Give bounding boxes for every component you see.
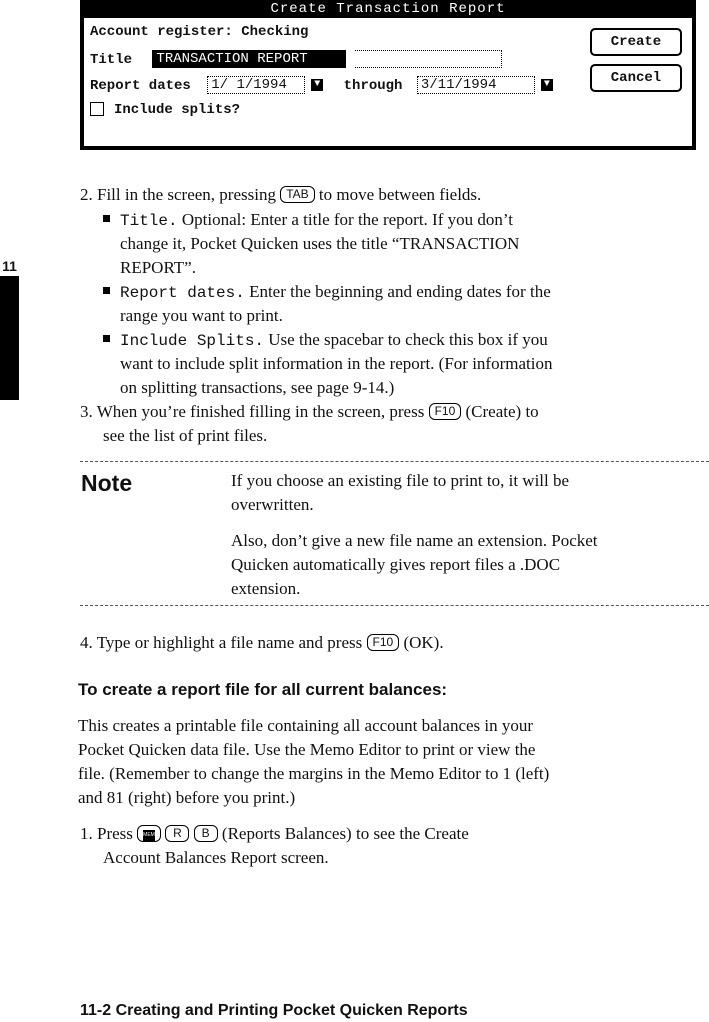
bullet-title-text: Optional: Enter a title for the report. If you don’t [181,210,513,229]
account-register-row [90,24,308,40]
include-splits-row [90,102,240,118]
step-3 [80,400,539,423]
bullet-include-splits-term: Include Splits. [120,332,265,350]
f10-key: F10 [367,634,400,651]
create-button[interactable]: Create [590,28,682,56]
account-register-value: Checking [241,24,309,40]
bullet-title-line1 [103,208,513,233]
step-4 [80,631,444,654]
note-line2: overwritten. [231,495,314,514]
section-para-line2: Pocket Quicken data file. Use the Memo Editor to print or view the [78,740,536,759]
title-label: Title [90,51,133,68]
step-4-number: 4. [80,633,93,652]
through-label: through [343,77,403,94]
step-3-text: When you’re finished filling in the screen, press [96,402,425,421]
bullet-title-line3: REPORT”. [120,258,196,277]
step-2-text-after: to move between fields. [318,185,482,204]
step-2 [80,183,481,206]
step-3-number: 3. [80,402,93,421]
bullet-icon [103,335,110,342]
bullet-include-splits-text: Use the spacebar to check this box if you [268,330,548,349]
bullet-icon [103,287,110,294]
report-dates-label: Report dates [90,77,191,94]
section-step-1-line2: Account Balances Report screen. [103,848,329,867]
note-top-divider [80,461,709,462]
section-step-1 [80,822,469,845]
create-transaction-report-dialog [80,0,696,150]
section-para-line3: file. (Remember to change the margins in the Memo Editor to 1 (left) [78,764,550,783]
step-2-number: 2. [80,185,93,204]
bullet-icon [103,215,110,222]
start-date-calendar-icon[interactable]: ▼ [311,79,323,91]
step-4-text: Type or highlight a file name and press [96,633,363,652]
cancel-button[interactable]: Cancel [590,64,682,92]
title-input-remaining[interactable] [355,50,502,68]
bullet-report-dates-line1 [103,280,551,305]
f10-key: F10 [429,403,462,420]
report-dates-row [90,76,553,94]
note-line1: If you choose an existing file to print to, it will be [231,471,570,490]
note-line5: extension. [231,579,301,598]
note-line3: Also, don’t give a new file name an extension. Pocket [231,531,598,550]
section-heading: To create a report file for all current balances: [78,680,448,699]
bullet-include-splits-line2: want to include split information in the report. (For information [120,354,553,373]
bullet-report-dates-term: Report dates. [120,284,245,302]
note-line4: Quicken automatically gives report files a .DOC [231,555,561,574]
step-3-line2: see the list of print files. [103,426,268,445]
section-para-line4: and 81 (right) before you print.) [78,788,296,807]
note-bottom-divider [80,605,709,606]
bullet-report-dates-text: Enter the beginning and ending dates for the [249,282,551,301]
tab-key: TAB [280,186,314,203]
section-step-1-text-after: (Reports Balances) to see the Create [221,824,469,843]
start-date-input[interactable]: 1/ 1/1994 [207,76,305,94]
section-step-1-text: Press [97,824,133,843]
chapter-number: 11 [2,258,17,274]
page-footer: 11-2 Creating and Printing Pocket Quicken Reports [80,1002,468,1019]
note-label: Note [81,470,133,496]
r-key: R [165,825,189,842]
b-key: B [194,825,218,842]
bullet-include-splits-line3: on splitting transactions, see page 9-14.) [120,378,395,397]
include-splits-label: Include splits? [114,102,241,118]
include-splits-checkbox[interactable] [90,102,104,116]
chapter-side-tab [0,276,19,400]
step-4-text-after: (OK). [403,633,444,652]
account-register-label: Account register: [90,24,233,40]
title-row [90,50,502,68]
end-date-input[interactable]: 3/11/1994 [417,76,535,94]
dialog-title: Create Transaction Report [270,1,506,17]
end-date-calendar-icon[interactable]: ▼ [541,79,553,91]
bullet-include-splits-line1 [103,328,548,353]
section-para-line1: This creates a printable file containing all account balances in your [78,716,534,735]
bullet-title-term: Title. [120,212,178,230]
bullet-report-dates-line2: range you want to print. [120,306,283,325]
memo-key-icon: MEMO [143,830,155,841]
title-input[interactable]: TRANSACTION REPORT [152,50,346,68]
memo-key [137,825,161,842]
step-2-text: Fill in the screen, pressing [97,185,276,204]
bullet-title-line2: change it, Pocket Quicken uses the title “TRANSACTION [120,234,520,253]
section-step-1-number: 1. [80,824,93,843]
step-3-text-after: (Create) to [465,402,539,421]
dialog-body [84,18,692,146]
